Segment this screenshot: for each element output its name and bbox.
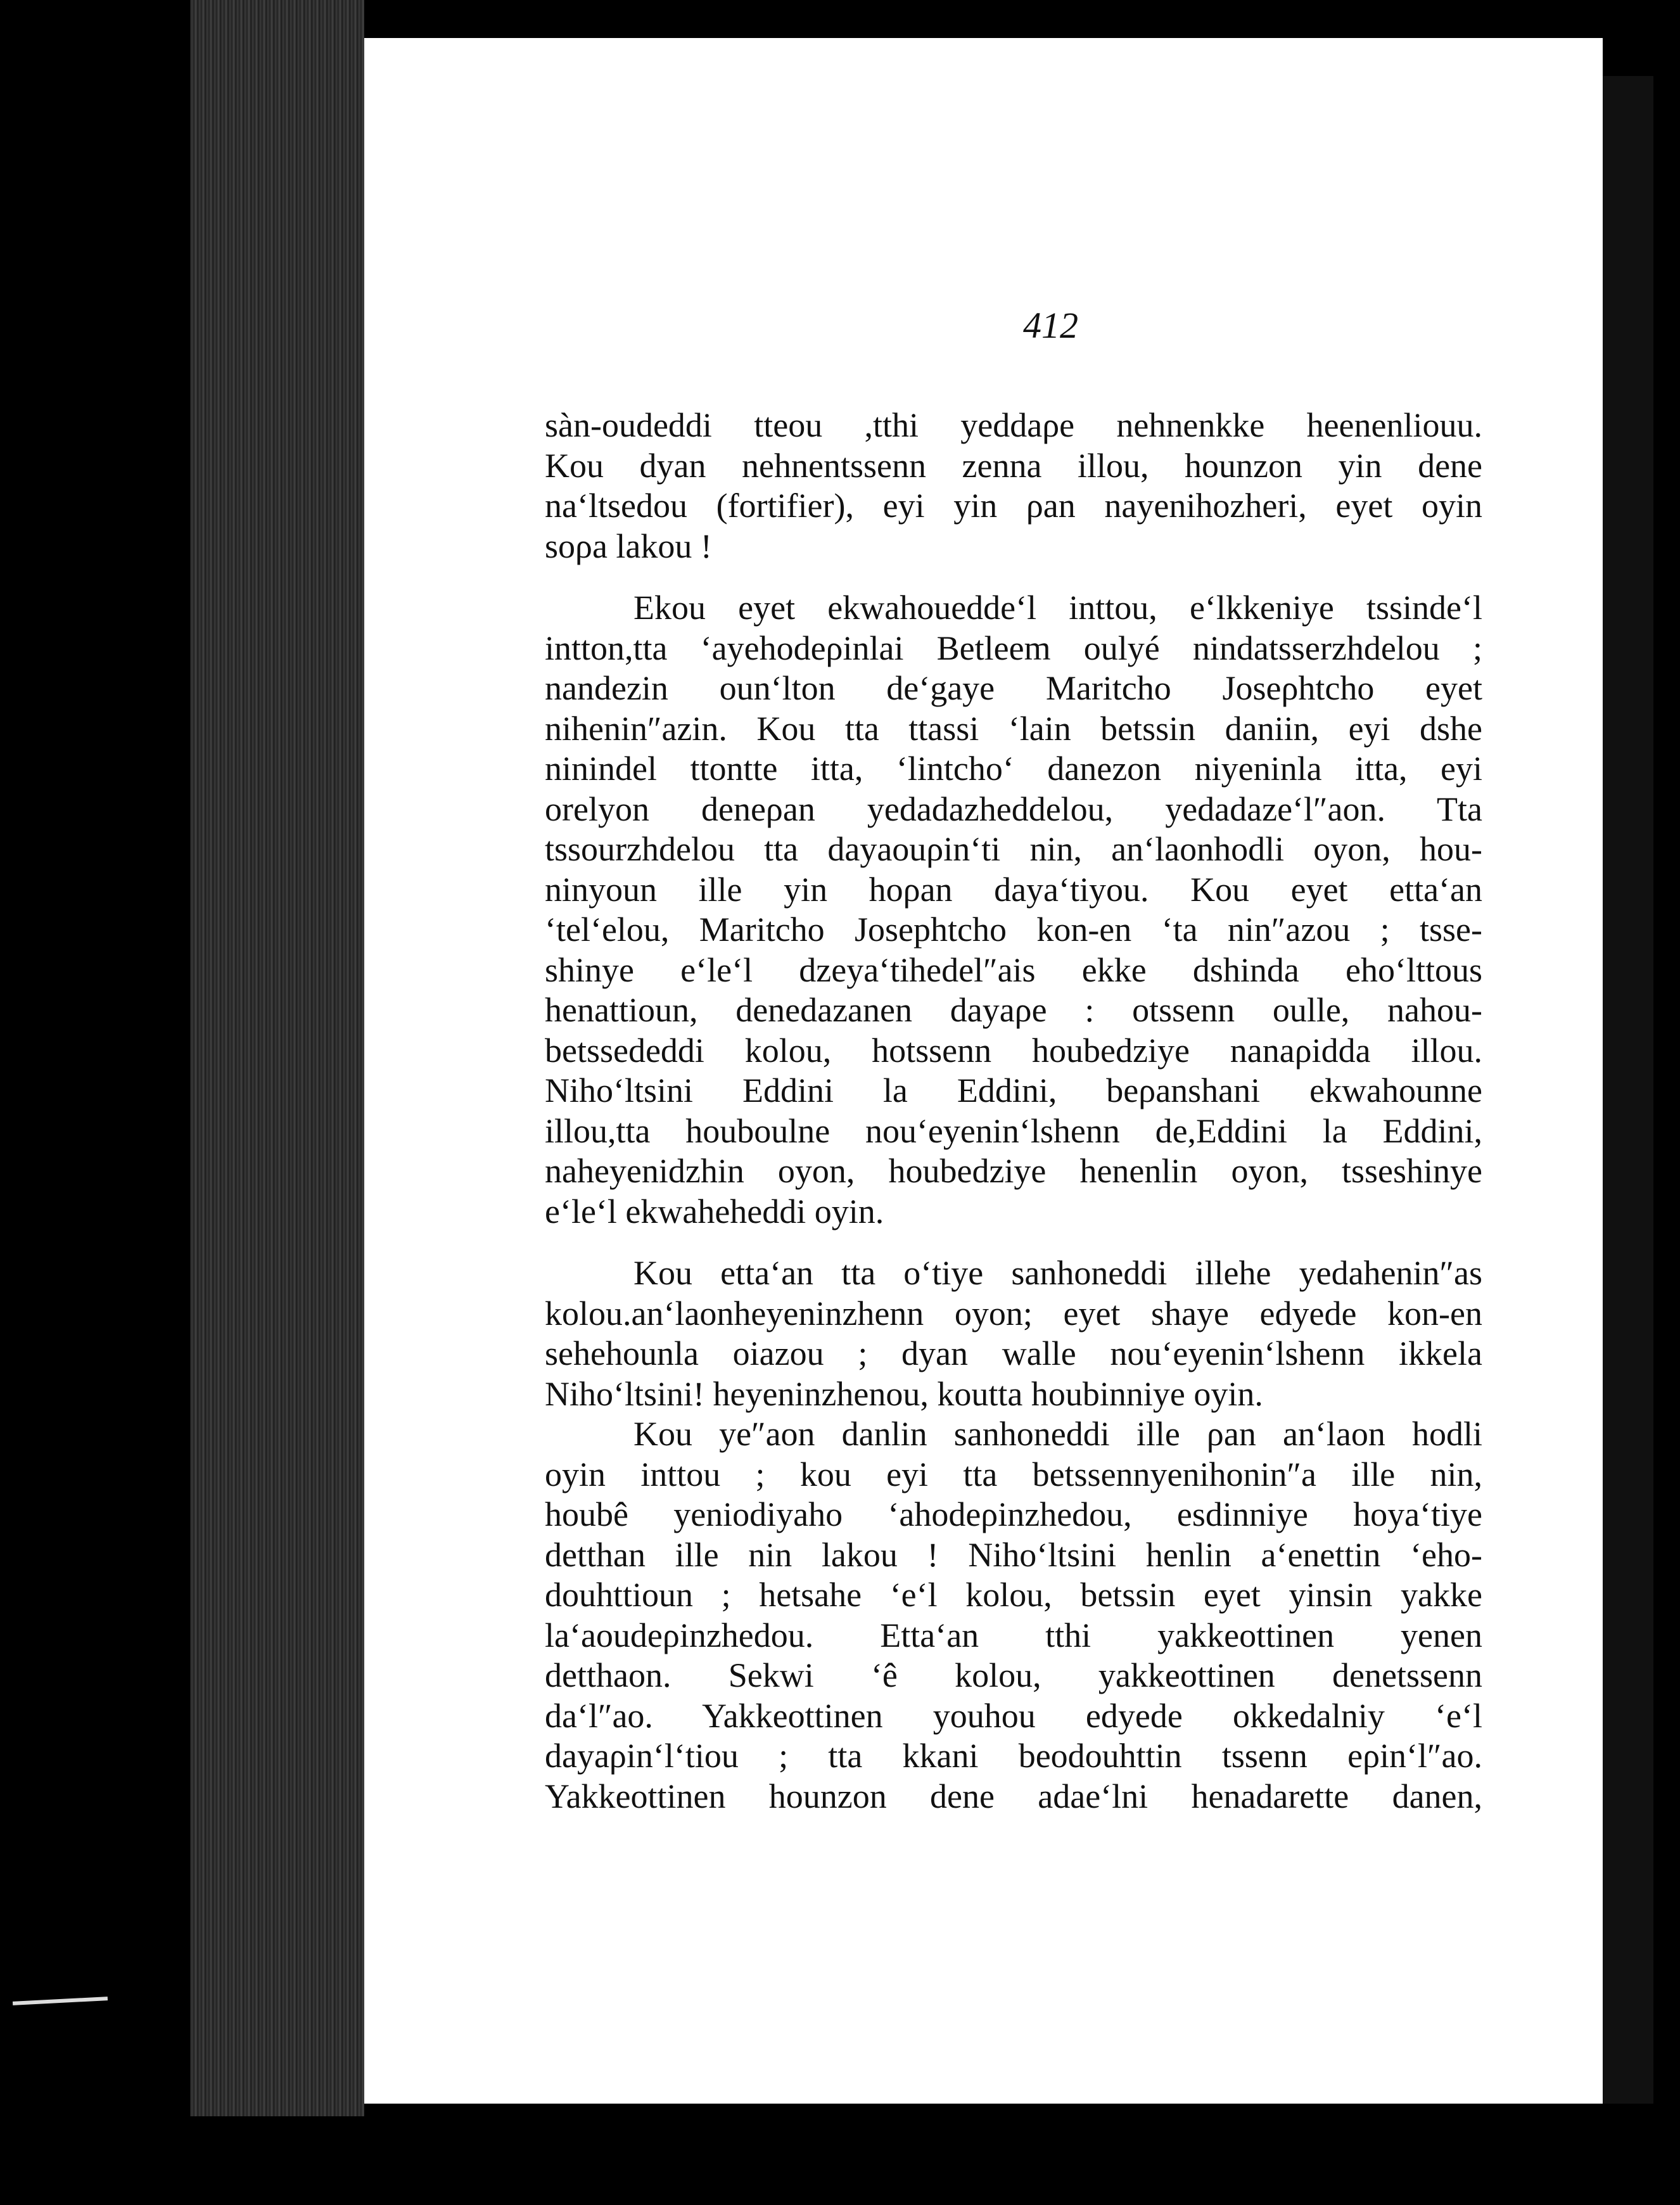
next-page-edge <box>1603 76 1653 2104</box>
text-line: Yakkeottinen hounzon dene adae‘lni henadarette danen, <box>545 1777 1482 1815</box>
text-line: illou,tta houboulne nou‘eyenin‘lshenn de,Eddini la Eddini, <box>545 1111 1482 1150</box>
text-line: ‘tel‘elou, Maritcho Josephtcho kon-en ‘ta nin″azou ; tsse- <box>545 911 1482 949</box>
text-line: detthan ille nin lakou ! Niho‘ltsini henlin a‘enettin ‘eho- <box>545 1535 1482 1574</box>
text-line: nihenin″azin. Kou tta ttassi ‘lain betssin daniin, eyi dshe <box>545 709 1482 748</box>
paragraph-2 <box>545 588 1482 1232</box>
text-line: intton,tta ‘ayehodeρinlai Betleem oulyé nindatsserzhdelou ; <box>545 629 1482 667</box>
text-line: e‘le‘l ekwaheheddi oyin. <box>545 1192 884 1230</box>
text-line: kolou.an‘laonheyeninzhenn oyon; eyet shaye edyede kon-en <box>545 1294 1482 1333</box>
text-line: dayaρin‘l‘tiou ; tta kkani beodouhttin tssenn eρin‘l″ao. <box>545 1737 1482 1775</box>
paragraph-4 <box>545 1414 1482 1817</box>
text-line: Kou dyan nehnentssenn zenna illou, hounzon yin dene <box>545 446 1482 485</box>
text-line: detthaon. Sekwi ‘ê kolou, yakkeottinen denetssenn <box>545 1656 1482 1694</box>
text-line: ninyoun ille yin hoρan daya‘tiyou. Kou eyet etta‘an <box>545 870 1482 909</box>
text-line: Niho‘ltsini! heyeninzhenou, koutta houbinniye oyin. <box>545 1374 1263 1413</box>
book-page-edges <box>190 0 364 2116</box>
page-body <box>545 406 1482 1817</box>
text-line: tssourzhdelou tta dayaouρin‘ti nin, an‘laonhodli oyon, hou- <box>545 830 1482 868</box>
text-line: Ekou eyet ekwahouedde‘l inttou, e‘lkkeniye tssinde‘l <box>633 589 1482 627</box>
text-line: sehehounla oiazou ; dyan walle nou‘eyenin‘lshenn ikkela <box>545 1334 1482 1372</box>
text-line: sàn-oudeddi tteou ,tthi yeddaρe nehnenkke heenenliouu. <box>545 406 1482 444</box>
text-line: Kou ye″aon danlin sanhoneddi ille ρan an‘laon hodli <box>633 1415 1482 1453</box>
text-line: orelyon deneρan yedadazheddelou, yedadaze‘l″aon. Tta <box>545 789 1482 828</box>
text-line: Kou etta‘an tta o‘tiye sanhoneddi illehe yedahenin″as <box>633 1254 1482 1292</box>
text-line: oyin inttou ; kou eyi tta betssennyenihonin″a ille nin, <box>545 1455 1482 1493</box>
text-line: na‘ltsedou (fortifier), eyi yin ρan nayenihozheri, eyet oyin <box>545 487 1482 525</box>
text-line: ninindel ttontte itta, ‘lintcho‘ danezon niyeninla itta, eyi <box>545 750 1482 788</box>
text-line: henattioun, denedazanen dayaρe : otssenn oulle, nahou- <box>545 991 1482 1029</box>
book-page <box>364 38 1603 2104</box>
text-line: douhttioun ; hetsahe ‘e‘l kolou, betssin eyet yinsin yakke <box>545 1576 1482 1614</box>
text-line: la‘aoudeρinzhedou. Etta‘an tthi yakkeottinen yenen <box>545 1616 1482 1654</box>
text-line: betssededdi kolou, hotssenn houbedziye nanaρidda illou. <box>545 1031 1482 1070</box>
paragraph-1 <box>545 406 1482 566</box>
page-number: 412 <box>1023 305 1078 346</box>
text-line: shinye e‘le‘l dzeya‘tihedel″ais ekke dshinda eho‘lttous <box>545 950 1482 989</box>
text-line: Niho‘ltsini Eddini la Eddini, beρanshani ekwahounne <box>545 1071 1482 1109</box>
text-line: naheyenidzhin oyon, houbedziye henenlin oyon, tsseshinye <box>545 1152 1482 1190</box>
scan-mark <box>13 1997 108 2005</box>
text-line: soρa lakou ! <box>545 527 712 565</box>
text-line: da‘l″ao. Yakkeottinen youhou edyede okkedalniy ‘e‘l <box>545 1696 1482 1735</box>
text-line: nandezin oun‘lton de‘gaye Maritcho Joseρhtcho eyet <box>545 669 1482 707</box>
paragraph-3 <box>545 1253 1482 1414</box>
text-line: houbê yeniodiyaho ‘ahodeρinzhedou, esdinniye hoya‘tiye <box>545 1495 1482 1533</box>
